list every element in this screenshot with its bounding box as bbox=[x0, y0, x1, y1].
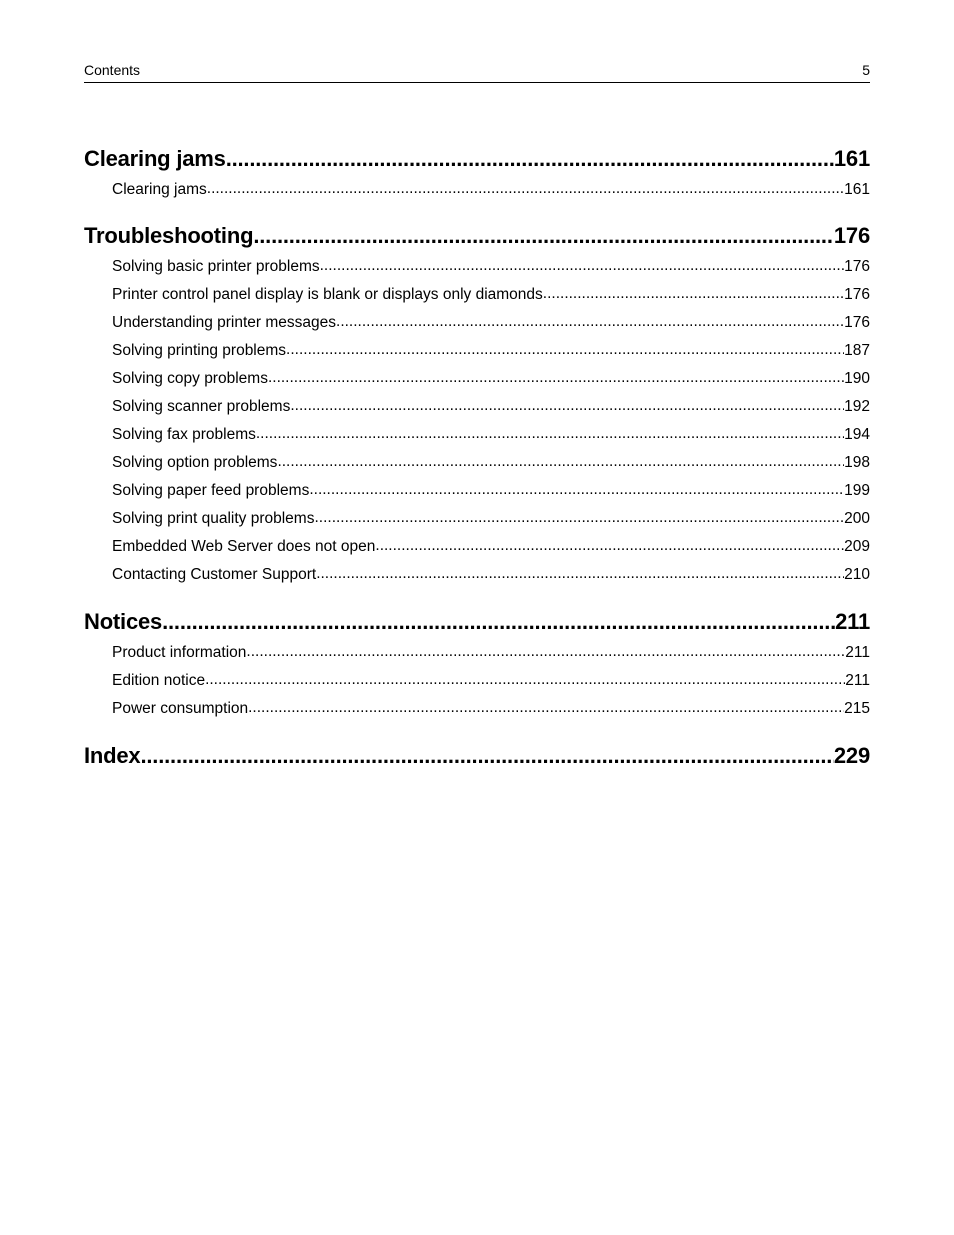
chapter-page: 161 bbox=[833, 146, 870, 171]
toc-chapter-entry[interactable] bbox=[84, 221, 870, 251]
item-page: 176 bbox=[844, 286, 870, 303]
dot-leader bbox=[248, 698, 844, 718]
toc-item[interactable] bbox=[84, 695, 870, 723]
toc-item[interactable] bbox=[84, 337, 870, 365]
item-title: Printer control panel display is blank or displays only diamonds bbox=[112, 286, 543, 303]
item-page: 190 bbox=[844, 370, 870, 387]
item-title: Solving copy problems bbox=[112, 370, 268, 387]
item-title: Contacting Customer Support bbox=[112, 566, 317, 583]
toc-item[interactable] bbox=[84, 561, 870, 589]
item-page: 176 bbox=[844, 314, 870, 331]
item-page: 176 bbox=[844, 258, 870, 275]
item-page: 194 bbox=[844, 426, 870, 443]
header-title: Contents bbox=[84, 62, 141, 78]
item-page: 200 bbox=[844, 510, 870, 527]
table-of-contents bbox=[84, 144, 870, 771]
toc-item[interactable] bbox=[84, 309, 870, 337]
dot-leader bbox=[226, 144, 834, 174]
toc-section-clearing-jams bbox=[84, 144, 870, 221]
dot-leader bbox=[140, 741, 833, 771]
item-page: 211 bbox=[845, 644, 870, 661]
toc-section-troubleshooting bbox=[84, 221, 870, 607]
dot-leader bbox=[316, 564, 844, 584]
item-page: 187 bbox=[844, 342, 870, 359]
item-title: Product information bbox=[112, 644, 247, 661]
item-page: 192 bbox=[844, 398, 870, 415]
item-title: Edition notice bbox=[112, 672, 206, 689]
toc-item[interactable] bbox=[84, 421, 870, 449]
dot-leader bbox=[336, 312, 844, 332]
toc-item[interactable] bbox=[84, 176, 870, 204]
toc-item[interactable] bbox=[84, 505, 870, 533]
item-title: Clearing jams bbox=[112, 181, 207, 198]
item-title: Power consumption bbox=[112, 700, 249, 717]
dot-leader bbox=[290, 396, 844, 416]
dot-leader bbox=[314, 508, 844, 528]
dot-leader bbox=[246, 642, 845, 662]
item-title: Solving printing problems bbox=[112, 342, 287, 359]
dot-leader bbox=[277, 452, 844, 472]
item-title: Solving paper feed problems bbox=[112, 482, 310, 499]
item-page: 209 bbox=[844, 538, 870, 555]
chapter-title: Notices bbox=[84, 609, 163, 634]
item-page: 215 bbox=[844, 700, 870, 717]
toc-item[interactable] bbox=[84, 533, 870, 561]
item-title: Solving basic printer problems bbox=[112, 258, 320, 275]
chapter-title: Troubleshooting bbox=[84, 223, 254, 248]
toc-item[interactable] bbox=[84, 281, 870, 309]
dot-leader bbox=[268, 368, 844, 388]
item-page: 198 bbox=[844, 454, 870, 471]
dot-leader bbox=[205, 670, 845, 690]
header-page-number: 5 bbox=[862, 62, 870, 78]
chapter-page: 229 bbox=[833, 743, 870, 768]
chapter-page: 176 bbox=[833, 223, 870, 248]
toc-item[interactable] bbox=[84, 449, 870, 477]
item-page: 161 bbox=[844, 181, 870, 198]
toc-item[interactable] bbox=[84, 477, 870, 505]
dot-leader bbox=[162, 607, 835, 637]
item-page: 211 bbox=[845, 672, 870, 689]
item-title: Solving scanner problems bbox=[112, 398, 291, 415]
dot-leader bbox=[256, 424, 844, 444]
dot-leader bbox=[375, 536, 844, 556]
item-title: Embedded Web Server does not open bbox=[112, 538, 376, 555]
running-header bbox=[84, 60, 870, 83]
toc-chapter-entry[interactable] bbox=[84, 607, 870, 637]
dot-leader bbox=[207, 179, 844, 199]
dot-leader bbox=[253, 221, 834, 251]
item-title: Solving option problems bbox=[112, 454, 278, 471]
chapter-page: 211 bbox=[835, 609, 870, 634]
toc-item[interactable] bbox=[84, 253, 870, 281]
dot-leader bbox=[543, 284, 844, 304]
toc-item[interactable] bbox=[84, 393, 870, 421]
dot-leader bbox=[309, 480, 844, 500]
toc-item[interactable] bbox=[84, 639, 870, 667]
item-title: Understanding printer messages bbox=[112, 314, 337, 331]
item-page: 199 bbox=[844, 482, 870, 499]
toc-section-index bbox=[84, 741, 870, 771]
dot-leader bbox=[320, 256, 845, 276]
chapter-title: Clearing jams bbox=[84, 146, 226, 171]
toc-chapter-entry[interactable] bbox=[84, 144, 870, 174]
toc-item[interactable] bbox=[84, 667, 870, 695]
chapter-title: Index bbox=[84, 743, 141, 768]
toc-item[interactable] bbox=[84, 365, 870, 393]
item-title: Solving fax problems bbox=[112, 426, 256, 443]
item-page: 210 bbox=[844, 566, 870, 583]
toc-chapter-entry[interactable] bbox=[84, 741, 870, 771]
toc-section-notices bbox=[84, 607, 870, 741]
item-title: Solving print quality problems bbox=[112, 510, 315, 527]
dot-leader bbox=[286, 340, 844, 360]
